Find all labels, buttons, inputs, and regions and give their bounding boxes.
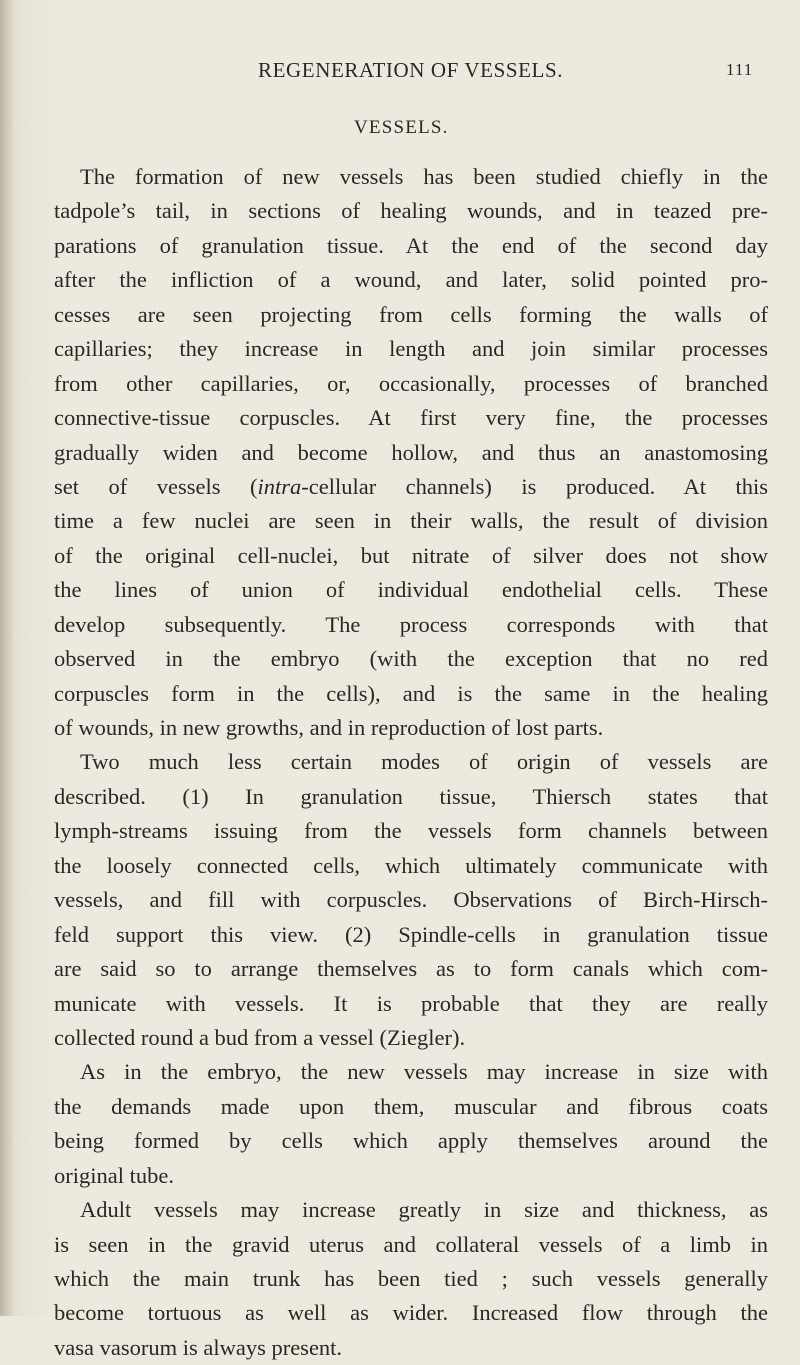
- text-line: lymph-streams issuing from the vessels form channels between: [54, 818, 768, 844]
- text-line: of wounds, in new growths, and in reproduction of lost parts.: [54, 715, 604, 740]
- text-line: As in the embryo, the new vessels may increase in size with: [80, 1059, 768, 1085]
- section-heading: VESSELS.: [354, 117, 449, 138]
- text-line: observed in the embryo (with the exception that no red: [54, 646, 768, 672]
- text-line: original tube.: [54, 1162, 174, 1188]
- text-line: the loosely connected cells, which ultimately communicate with: [54, 852, 768, 878]
- text-line: the lines of union of individual endothelial cells. These: [54, 577, 768, 603]
- text-line: vasa vasorum is always present.: [54, 1334, 343, 1360]
- text-line: The formation of new vessels has been studied chiefly in the: [80, 164, 768, 189]
- text-fragment: -cellular channels) is produced. At this: [301, 473, 768, 499]
- running-header-title: REGENERATION OF VESSELS.: [258, 58, 564, 82]
- text-line: develop subsequently. The process corresponds with that: [54, 611, 768, 637]
- text-line: from other capillaries, or, occasionally, processes of branched: [54, 370, 768, 396]
- page-number: 111: [726, 60, 754, 79]
- text-line: Two much less certain modes of origin of vessels are: [80, 749, 768, 775]
- text-line: parations of granulation tissue. At the end of the second day: [54, 232, 768, 258]
- text-line: municate with vessels. It is probable that they are really: [54, 990, 768, 1016]
- text-fragment: set of vessels (: [54, 473, 258, 499]
- text-line: vessels, and fill with corpuscles. Observations of Birch-Hirsch-: [54, 887, 768, 913]
- text-line: connective-tissue corpuscles. At first very fine, the processes: [54, 405, 768, 431]
- page-spine-shadow: [0, 0, 14, 1316]
- text-line: gradually widen and become hollow, and thus an anastomosing: [54, 439, 768, 465]
- text-line: being formed by cells which apply themselves around the: [54, 1128, 768, 1154]
- text-line: the demands made upon them, muscular and fibrous coats: [54, 1093, 768, 1119]
- text-line: are said so to arrange themselves as to form canals which com-: [54, 956, 768, 982]
- text-line: corpuscles form in the cells), and is the same in the healing: [54, 680, 768, 706]
- text-line: cesses are seen projecting from cells forming the walls of: [54, 301, 768, 327]
- text-line: tadpole’s tail, in sections of healing wounds, and in teazed pre-: [54, 198, 768, 224]
- text-line: capillaries; they increase in length and join similar processes: [54, 336, 768, 362]
- text-line: collected round a bud from a vessel (Ziegler).: [54, 1024, 466, 1050]
- text-line: time a few nuclei are seen in their walls, the result of division: [54, 508, 768, 534]
- text-line: become tortuous as well as wider. Increased flow through the: [54, 1300, 768, 1326]
- text-line: Adult vessels may increase greatly in size and thickness, as: [80, 1197, 768, 1223]
- italic-term: intra: [257, 473, 302, 499]
- text-line: described. (1) In granulation tissue, Thiersch states that: [54, 783, 768, 809]
- body-text: [54, 160, 768, 1365]
- text-line: feld support this view. (2) Spindle-cells in granulation tissue: [54, 921, 768, 947]
- text-line: which the main trunk has been tied ; such vessels generally: [54, 1266, 768, 1291]
- text-line: is seen in the gravid uterus and collateral vessels of a limb in: [54, 1231, 768, 1257]
- text-line: after the infliction of a wound, and later, solid pointed pro-: [54, 267, 768, 293]
- text-line: [54, 470, 768, 504]
- text-line: of the original cell-nuclei, but nitrate of silver does not show: [54, 542, 768, 568]
